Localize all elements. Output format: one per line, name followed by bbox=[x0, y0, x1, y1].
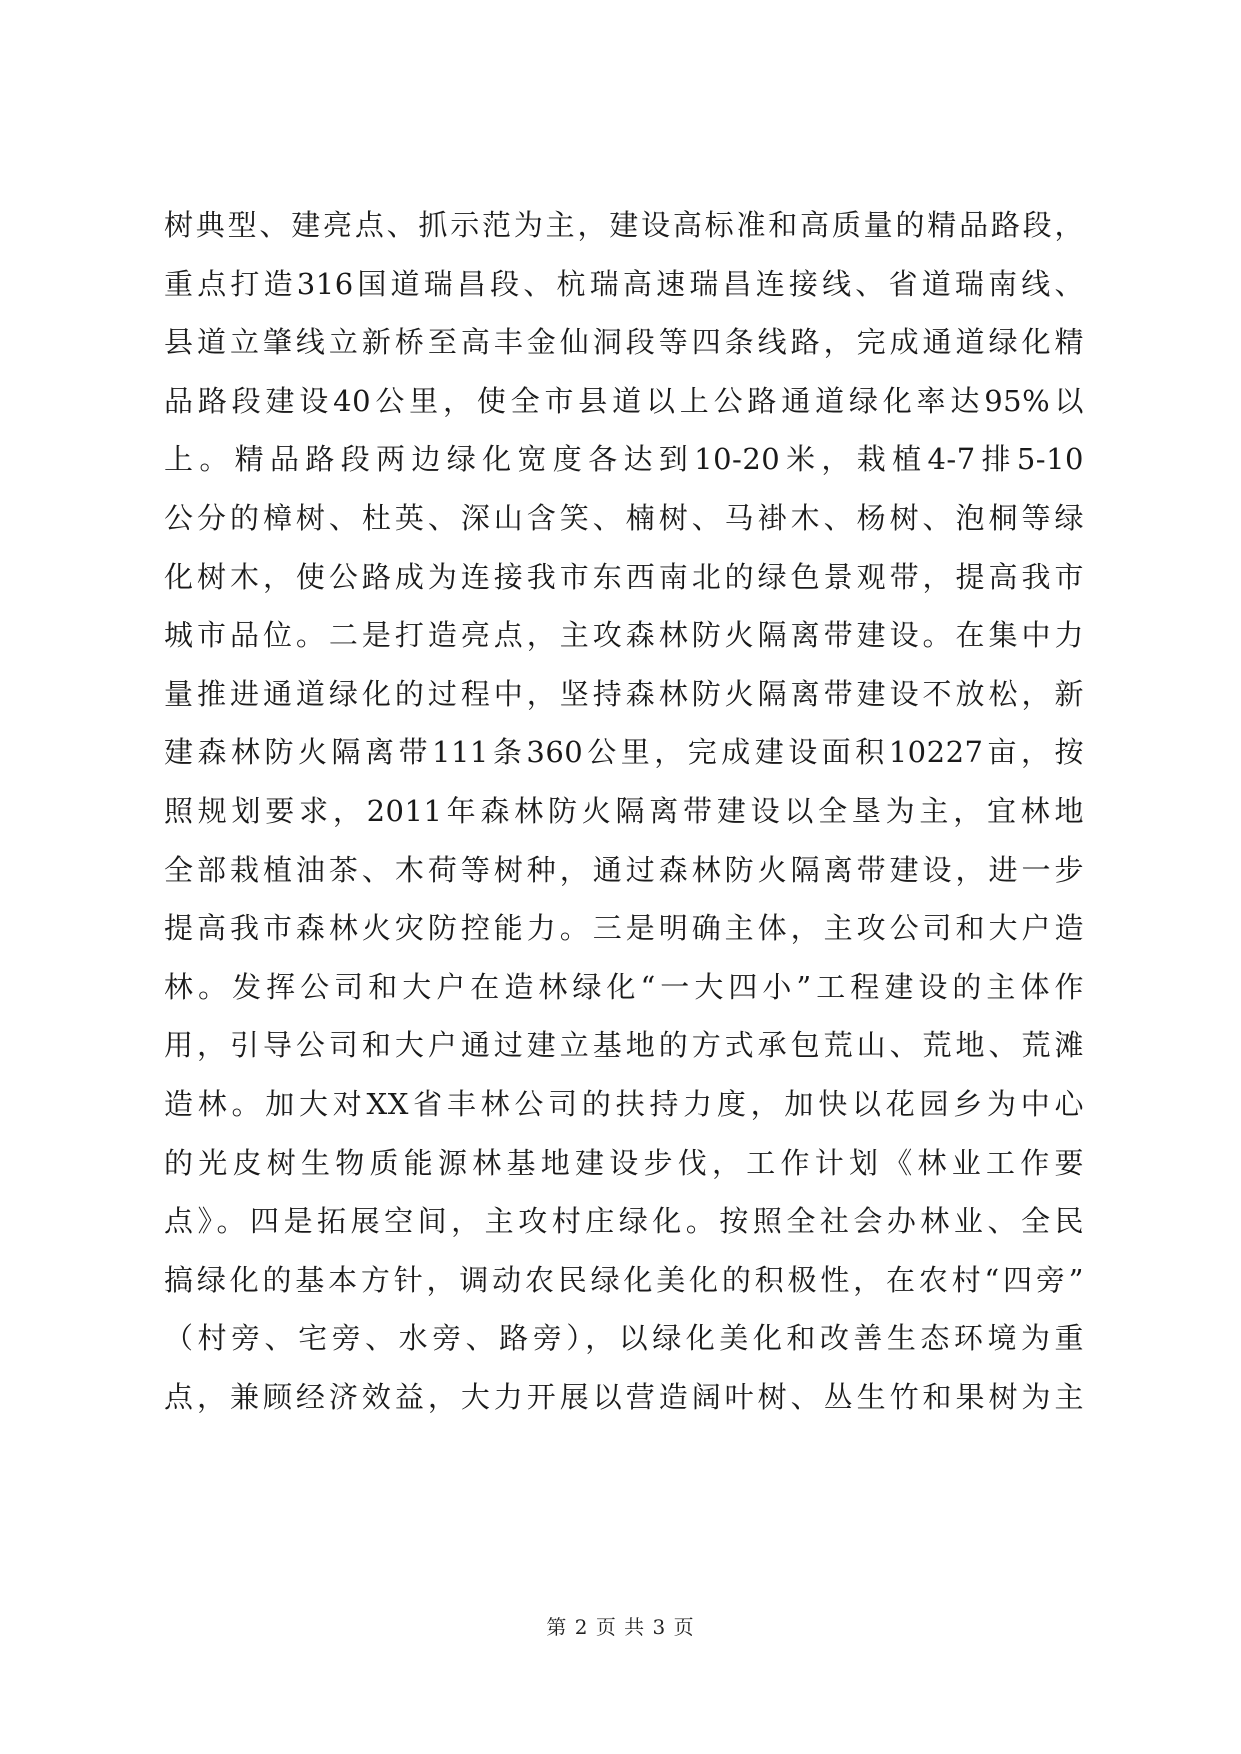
text-line: 造林。加大对XX省丰林公司的扶持力度，加快以花园乡为中心 bbox=[164, 1086, 1084, 1121]
text-line: 品路段建设40公里，使全市县道以上公路通道绿化率达95%以 bbox=[164, 383, 1084, 418]
text-line: 照规划要求，2011年森林防火隔离带建设以全垦为主，宜林地 bbox=[164, 793, 1084, 828]
text-line: 搞绿化的基本方针，调动农民绿化美化的积极性，在农村“四旁” bbox=[164, 1262, 1084, 1297]
body-text bbox=[164, 196, 1084, 1426]
text-line: 的光皮树生物质能源林基地建设步伐，工作计划《林业工作要 bbox=[164, 1145, 1084, 1180]
page-footer: 第 2 页 共 3 页 bbox=[546, 1615, 695, 1639]
text-line: 用，引导公司和大户通过建立基地的方式承包荒山、荒地、荒滩 bbox=[164, 1028, 1084, 1063]
text-line: 上。精品路段两边绿化宽度各达到10-20米，栽植4-7排5-10 bbox=[164, 442, 1084, 477]
text-line: 全部栽植油茶、木荷等树种，通过森林防火隔离带建设，进一步 bbox=[164, 852, 1084, 887]
text-line: 点》。四是拓展空间，主攻村庄绿化。按照全社会办林业、全民 bbox=[164, 1204, 1084, 1239]
text-line: 重点打造316国道瑞昌段、杭瑞高速瑞昌连接线、省道瑞南线、 bbox=[164, 266, 1084, 301]
text-line: 建森林防火隔离带111条360公里，完成建设面积10227亩，按 bbox=[164, 735, 1084, 770]
text-line: （村旁、宅旁、水旁、路旁），以绿化美化和改善生态环境为重 bbox=[164, 1321, 1084, 1356]
text-line: 县道立肇线立新桥至高丰金仙洞段等四条线路，完成通道绿化精 bbox=[164, 325, 1084, 360]
text-line: 城市品位。二是打造亮点，主攻森林防火隔离带建设。在集中力 bbox=[164, 618, 1084, 653]
text-line: 化树木，使公路成为连接我市东西南北的绿色景观带，提高我市 bbox=[164, 559, 1084, 594]
text-line: 提高我市森林火灾防控能力。三是明确主体，主攻公司和大户造 bbox=[164, 911, 1084, 946]
text-line: 林。发挥公司和大户在造林绿化“一大四小”工程建设的主体作 bbox=[164, 969, 1084, 1004]
text-line: 量推进通道绿化的过程中，坚持森林防火隔离带建设不放松，新 bbox=[164, 676, 1084, 711]
text-line: 公分的樟树、杜英、深山含笑、楠树、马褂木、杨树、泡桐等绿 bbox=[164, 500, 1084, 535]
text-line: 树典型、建亮点、抓示范为主，建设高标准和高质量的精品路段， bbox=[164, 208, 1084, 242]
text-line: 点，兼顾经济效益，大力开展以营造阔叶树、丛生竹和果树为主 bbox=[164, 1379, 1084, 1414]
